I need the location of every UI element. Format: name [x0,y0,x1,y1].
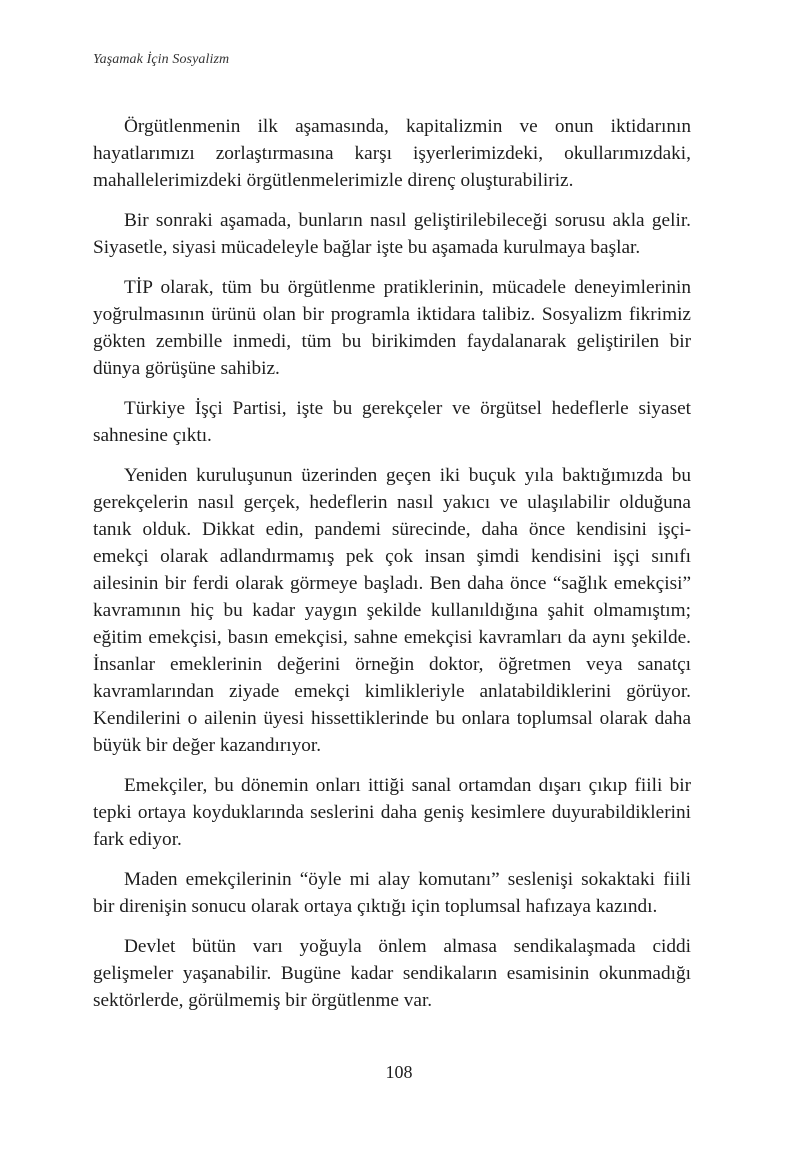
paragraph: Örgütlenmenin ilk aşamasında, kapitalizmin ve onun iktidarının hayatlarımızı zorlaştırmasına karşı işyerlerimizdeki, okullarımızdaki, mahallelerimizdeki örgütlenmelerimizle direnç oluşturabiliriz. [93,116,691,191]
paragraph: Maden emekçilerinin “öyle mi alay komutanı” seslenişi sokaktaki fiili bir direnişin sonucu olarak ortaya çıktığı için toplumsal hafızaya kazındı. [93,869,691,917]
paragraph: Emekçiler, bu dönemin onları ittiği sanal ortamdan dışarı çıkıp fiili bir tepki ortaya koyduklarında seslerini daha geniş kesimlere duyurabildiklerini fark ediyor. [93,775,691,850]
body-text [93,113,691,1027]
paragraph: TİP olarak, tüm bu örgütlenme pratiklerinin, mücadele deneyimlerinin yoğrulmasının ürünü olan bir programla iktidara talibiz. Sosyalizm fikrimiz gökten zembille inmedi, tüm bu birikimden faydalanarak geliştirilen bir dünya görüşüne sahibiz. [93,277,691,379]
page-number: 108 [385,1062,413,1082]
paragraph: Yeniden kuruluşunun üzerinden geçen iki buçuk yıla baktığımızda bu gerekçelerin nasıl gerçek, hedeflerin nasıl yakıcı ve ulaşılabilir olduğuna tanık olduk. Dikkat edin, pandemi sürecinde, daha önce kendisini işçi-emekçi olarak adlandırmamış pek çok insan şimdi kendisini işçi sınıfı ailesinin bir ferdi olarak görmeye başladı. Ben daha önce “sağlık emekçisi” kavramının hiç bu kadar yaygın şekilde kullanıldığına şahit olmamıştım; eğitim emekçisi, basın emekçisi, sahne emekçisi kavramları da aynı şekilde. İnsanlar emeklerinin değerini örneğin doktor, öğretmen veya sanatçı kavramlarından ziyade emekçi kimlikleriyle anlatabildiklerini görüyor. Kendilerini o ailenin üyesi hissettiklerinde bu onlara toplumsal olarak daha büyük bir değer kazandırıyor. [93,465,691,756]
running-head: Yaşamak İçin Sosyalizm [93,52,230,67]
paragraph: Türkiye İşçi Partisi, işte bu gerekçeler ve örgütsel hedeflerle siyaset sahnesine çıktı. [93,398,691,446]
paragraph: Bir sonraki aşamada, bunların nasıl geliştirilebileceği sorusu akla gelir. Siyasetle, siyasi mücadeleyle bağlar işte bu aşamada kurulmaya başlar. [93,210,691,258]
paragraph: Devlet bütün varı yoğuyla önlem almasa sendikalaşmada ciddi gelişmeler yaşanabilir. Bugüne kadar sendikaların esamisinin okunmadığı sektörlerde, görülmemiş bir örgütlenme var. [93,936,691,1011]
